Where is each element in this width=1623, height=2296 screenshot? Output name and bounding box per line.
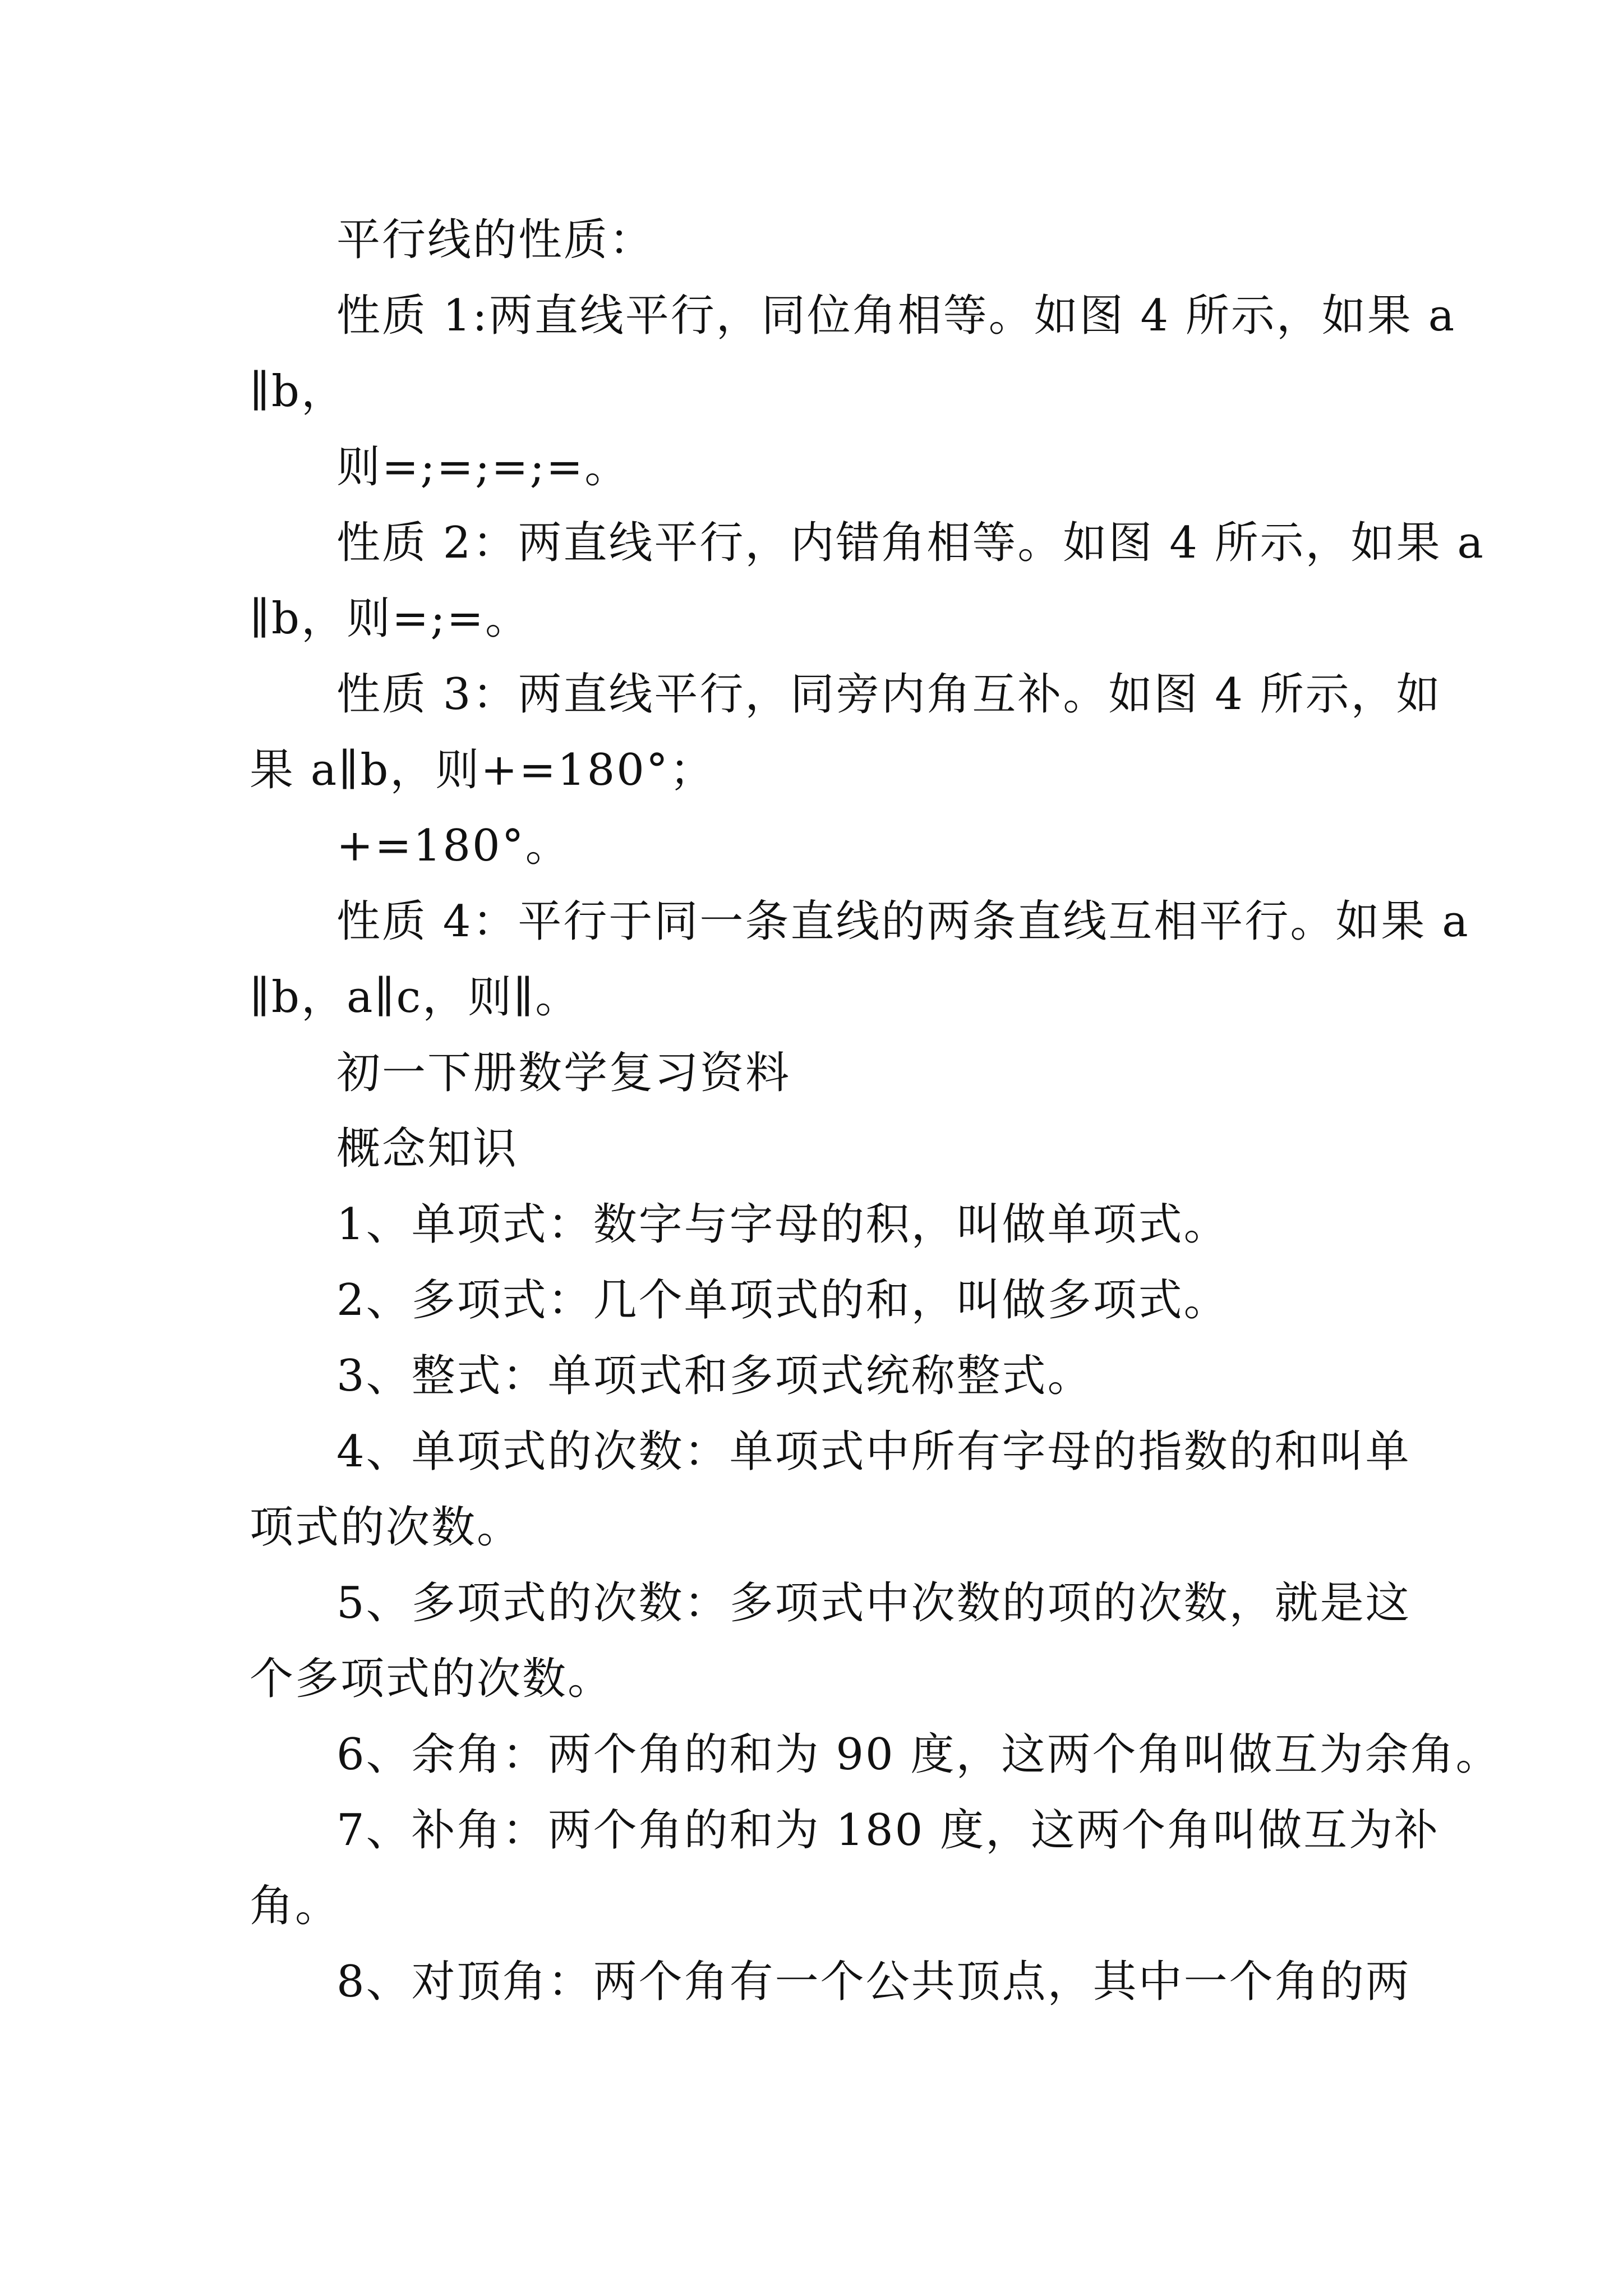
list-item: 5、多项式的次数：多项式中次数的项的次数，就是这 [336,1578,1411,1628]
list-item: 7、补角：两个角的和为 180 度，这两个角叫做互为补 [336,1805,1440,1856]
paragraph-line: 性质 3：两直线平行，同旁内角互补。如图 4 所示，如 [336,669,1442,720]
paragraph-line: 性质 4：平行于同一条直线的两条直线互相平行。如果 a [336,896,1470,947]
list-item: 4、单项式的次数：单项式中所有字母的指数的和叫单 [336,1427,1411,1477]
subsection-title: 概念知识 [336,1124,519,1174]
paragraph-line: ∥b，则=;=。 [250,593,531,644]
list-item-continuation: 角。 [250,1881,341,1931]
paragraph-line: ∥b， [250,366,347,417]
paragraph-line: 性质 1:两直线平行，同位角相等。如图 4 所示，如果 a [336,291,1456,341]
list-item: 3、整式：单项式和多项式统称整式。 [336,1351,1093,1401]
paragraph-line: 性质 2：两直线平行，内错角相等。如图 4 所示，如果 a [336,518,1485,568]
list-item: 8、对顶角：两个角有一个公共顶点，其中一个角的两 [336,1957,1411,2007]
list-item: 6、余角：两个角的和为 90 度，这两个角叫做互为余角。 [336,1729,1501,1780]
list-item-continuation: 项式的次数。 [250,1502,523,1553]
paragraph-line: 果 a∥b，则+=180°； [250,745,715,795]
list-item: 1、单项式：数字与字母的积，叫做单项式。 [336,1199,1229,1250]
paragraph-line: ∥b，a∥c，则∥。 [250,972,581,1023]
heading-parallel-properties: 平行线的性质： [336,215,655,265]
list-item-continuation: 个多项式的次数。 [250,1654,614,1704]
list-item: 2、多项式：几个单项式的和，叫做多项式。 [336,1275,1229,1326]
paragraph-line: +=180°。 [336,821,571,871]
paragraph-line: 则=;=;=;=。 [336,442,630,493]
section-title: 初一下册数学复习资料 [336,1048,791,1098]
